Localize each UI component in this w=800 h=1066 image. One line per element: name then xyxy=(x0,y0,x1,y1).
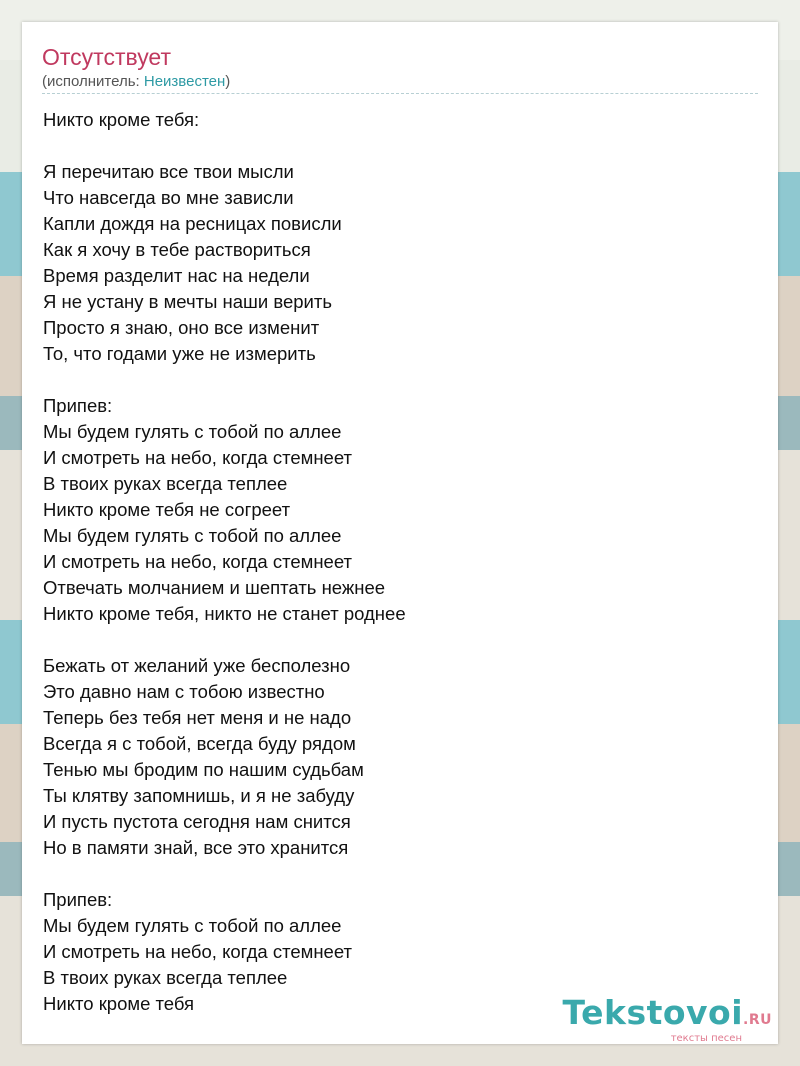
lyric-line xyxy=(43,861,743,887)
lyric-line: Мы будем гулять с тобой по аллее xyxy=(43,915,342,936)
artist-suffix: ) xyxy=(225,73,231,90)
artist-line xyxy=(42,73,230,91)
lyric-line: В твоих руках всегда теплее xyxy=(43,473,288,494)
lyric-line: Никто кроме тебя xyxy=(43,993,195,1014)
site-logo[interactable] xyxy=(562,993,772,1044)
lyric-line: Просто я знаю, оно все изменит xyxy=(43,317,320,338)
lyric-line xyxy=(43,627,743,653)
lyrics-card xyxy=(22,22,778,1044)
lyric-line: Время разделит нас на недели xyxy=(43,265,310,286)
lyric-line xyxy=(43,133,743,159)
artist-prefix: (исполнитель: xyxy=(42,73,144,90)
song-title: Отсутствует xyxy=(42,44,171,70)
lyric-line: Что навсегда во мне зависли xyxy=(43,187,294,208)
lyric-line: Мы будем гулять с тобой по аллее xyxy=(43,525,342,546)
logo-text: Tekstovoi xyxy=(562,993,744,1032)
lyric-line: Отвечать молчанием и шептать нежнее xyxy=(43,577,386,598)
lyric-line: То, что годами уже не измерить xyxy=(43,343,316,364)
lyric-line: Капли дождя на ресницах повисли xyxy=(43,213,342,234)
lyric-line: Но в памяти знай, все это хранится xyxy=(43,837,349,858)
lyric-line: Тенью мы бродим по нашим судьбам xyxy=(43,759,364,780)
lyric-line: Никто кроме тебя: xyxy=(43,109,200,130)
lyric-line: Я не устану в мечты наши верить xyxy=(43,291,332,312)
lyric-line: Это давно нам с тобою известно xyxy=(43,681,325,702)
lyric-line xyxy=(43,367,743,393)
lyric-line: Припев: xyxy=(43,395,113,416)
logo-tld: .RU xyxy=(743,1012,772,1028)
lyric-line: Ты клятву запомнишь, и я не забуду xyxy=(43,785,355,806)
lyric-line: Припев: xyxy=(43,889,113,910)
lyric-line: Никто кроме тебя не согреет xyxy=(43,499,291,520)
lyric-line: Теперь без тебя нет меня и не надо xyxy=(43,707,352,728)
lyrics-text xyxy=(43,107,743,1017)
lyric-line: В твоих руках всегда теплее xyxy=(43,967,288,988)
lyric-line: Я перечитаю все твои мысли xyxy=(43,161,294,182)
lyric-line: Мы будем гулять с тобой по аллее xyxy=(43,421,342,442)
lyric-line: Как я хочу в тебе раствориться xyxy=(43,239,311,260)
lyric-line: И смотреть на небо, когда стемнеет xyxy=(43,551,352,572)
lyric-line: Всегда я с тобой, всегда буду рядом xyxy=(43,733,356,754)
lyric-line: И пусть пустота сегодня нам снится xyxy=(43,811,351,832)
logo-tagline: тексты песен xyxy=(670,1033,742,1044)
divider xyxy=(42,93,758,94)
lyric-line: Бежать от желаний уже бесполезно xyxy=(43,655,351,676)
artist-link[interactable]: Неизвестен xyxy=(143,73,226,90)
lyric-line: Никто кроме тебя, никто не станет роднее xyxy=(43,603,406,624)
lyric-line: И смотреть на небо, когда стемнеет xyxy=(43,941,352,962)
lyric-line: И смотреть на небо, когда стемнеет xyxy=(43,447,352,468)
